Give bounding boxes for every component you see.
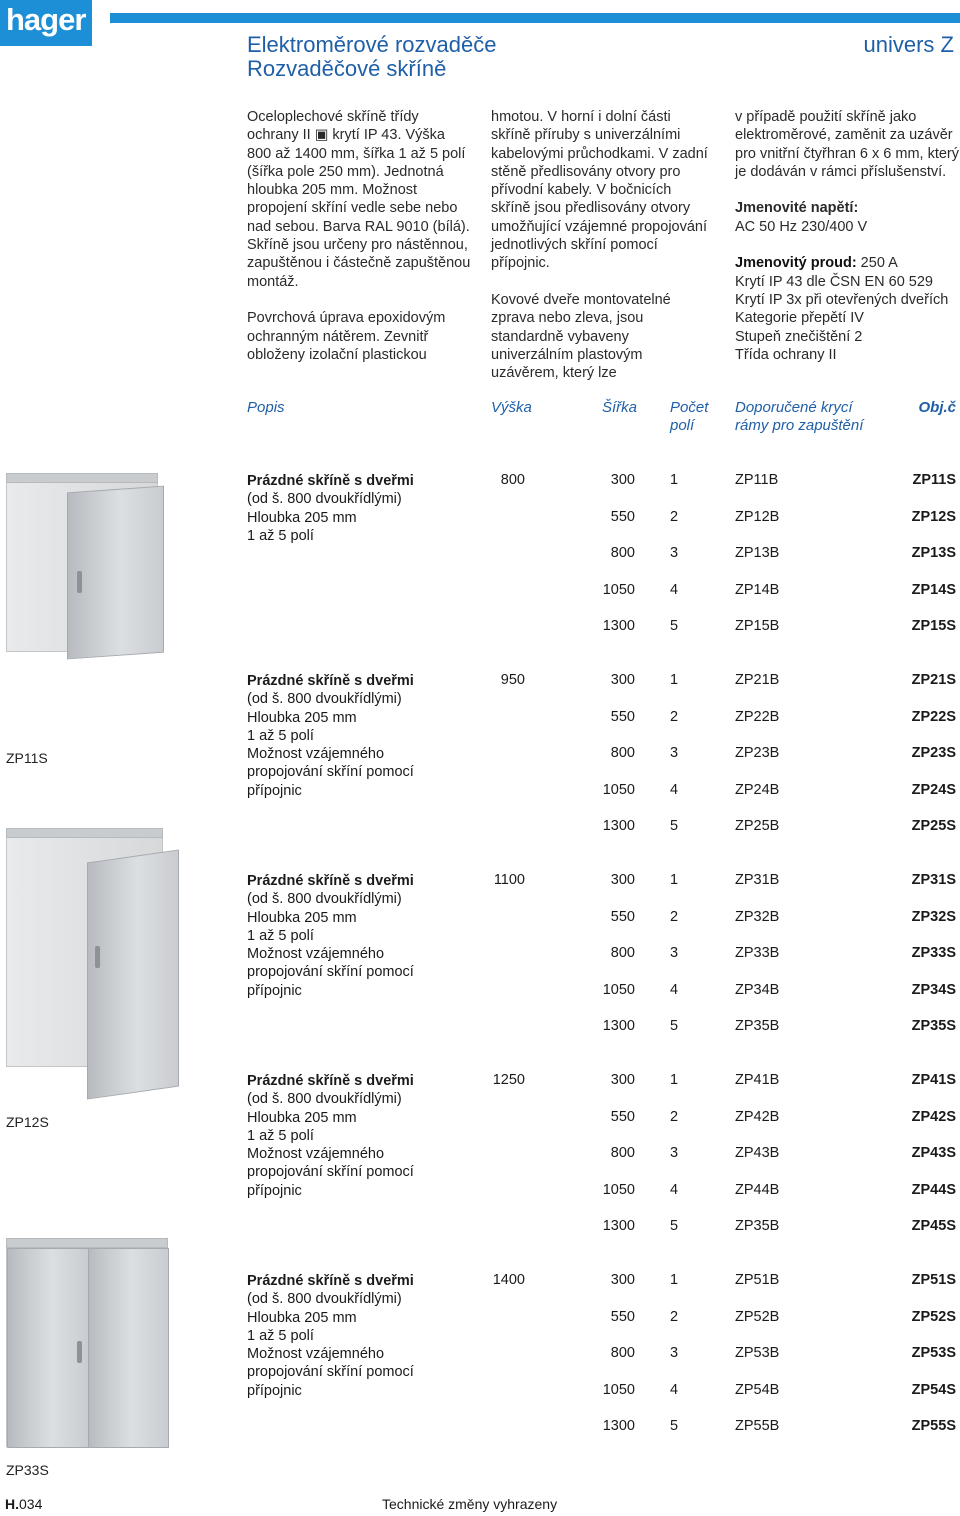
frame-code: ZP33B	[735, 945, 780, 961]
group-line: (od š. 800 dvoukřídlými)	[247, 1291, 402, 1308]
width-value: 300	[610, 872, 635, 888]
group-line: Hloubka 205 mm	[247, 1309, 357, 1326]
field-count: 4	[670, 981, 679, 998]
footer-note: Technické změny vyhrazeny	[382, 1496, 558, 1512]
field-count: 2	[670, 1308, 679, 1325]
field-count: 1	[670, 1072, 679, 1088]
group-line: přípojnic	[247, 1182, 302, 1199]
order-number: ZP14S	[911, 581, 956, 598]
field-count: 4	[670, 1381, 679, 1398]
frame-code: ZP51B	[735, 1272, 780, 1288]
field-count: 5	[670, 818, 679, 834]
order-number: ZP13S	[911, 545, 956, 561]
intro-paragraph: Kovové dveře montovatelné zprava nebo zleva, jsou standardně vybaveny univerzálním plastovým uzávěrem, který lze	[491, 291, 671, 382]
frame-code: ZP25B	[735, 818, 780, 834]
col-header-ramy: Doporučené krycí rámy pro zapuštění	[735, 399, 864, 434]
width-value: 550	[610, 908, 635, 925]
group-line: přípojnic	[247, 982, 302, 999]
frame-code: ZP15B	[735, 618, 780, 634]
field-count: 4	[670, 581, 679, 598]
field-count: 3	[670, 945, 679, 961]
hager-logo: hager	[0, 0, 92, 46]
group-line: Hloubka 205 mm	[247, 709, 357, 726]
intro-paragraph: hmotou. V horní i dolní části skříně příruby s univerzálními kabelovými průchodkami. V zadní stěně předlisovány otvory pro přívodní kabely. V bočnicích skříně jsou předlisovány otvory umožňující vzájemné propojování jednotlivých skříní pomocí přípojnic.	[491, 109, 708, 272]
spec-line: Krytí IP 3x při otevřených dveřích	[735, 291, 949, 308]
order-number: ZP15S	[911, 618, 956, 634]
group-line: propojování skříní pomocí	[247, 764, 414, 781]
height-value: 1250	[492, 1072, 525, 1088]
order-number: ZP31S	[911, 872, 956, 888]
order-number: ZP25S	[911, 818, 956, 834]
width-value: 1050	[602, 981, 635, 998]
group-title: Prázdné skříně s dveřmi	[247, 1273, 414, 1289]
width-value: 800	[610, 1145, 635, 1161]
field-count: 1	[670, 872, 679, 888]
field-count: 3	[670, 1145, 679, 1161]
col-header-sirka: Šířka	[602, 399, 638, 416]
order-number: ZP12S	[911, 508, 956, 525]
height-value: 950	[500, 672, 525, 688]
field-count: 1	[670, 1272, 679, 1288]
frame-code: ZP21B	[735, 672, 780, 688]
height-value: 1400	[492, 1272, 525, 1288]
width-value: 1300	[602, 618, 635, 634]
width-value: 300	[610, 1272, 635, 1288]
width-value: 300	[610, 472, 635, 488]
width-value: 1300	[602, 1218, 635, 1234]
group-line: propojování skříní pomocí	[247, 1364, 414, 1381]
group-description	[247, 1272, 482, 1400]
frame-code: ZP13B	[735, 545, 780, 561]
intro-paragraph: Povrchová úprava epoxidovým ochranným nátěrem. Zevnitř obloženy izolační plastickou	[247, 310, 446, 363]
cabinet-image-3	[6, 1245, 168, 1447]
group-title: Prázdné skříně s dveřmi	[247, 873, 414, 889]
width-value: 550	[610, 508, 635, 525]
group-line: Hloubka 205 mm	[247, 909, 357, 926]
frame-code: ZP22B	[735, 708, 780, 725]
field-count: 2	[670, 708, 679, 725]
order-number: ZP22S	[911, 708, 956, 725]
order-number: ZP45S	[911, 1218, 956, 1234]
spec-line: Stupeň znečištění 2	[735, 328, 863, 345]
series-name: univers Z	[863, 32, 954, 57]
field-count: 5	[670, 618, 679, 634]
field-count: 2	[670, 508, 679, 525]
header-bar	[110, 13, 960, 23]
order-number: ZP11S	[912, 472, 956, 488]
image-caption: ZP11S	[6, 750, 48, 766]
intro-paragraph: v případě použití skříně jako elektroměrové, zaměnit za uzávěr pro vnitřní čtyřhran 6 x 6 mm, který je dodáván v rámci příslušenství.	[735, 109, 960, 180]
order-number: ZP53S	[911, 1345, 956, 1361]
frame-code: ZP31B	[735, 872, 780, 888]
frame-code: ZP35B	[735, 1018, 780, 1034]
field-count: 4	[670, 1181, 679, 1198]
spec-line: Kategorie přepětí IV	[735, 310, 864, 327]
group-line: 1 až 5 polí	[247, 527, 314, 544]
door-handle	[77, 1341, 82, 1363]
spec-line: Třída ochrany II	[735, 346, 837, 363]
order-number: ZP21S	[911, 672, 956, 688]
width-value: 1300	[602, 1418, 635, 1434]
group-line: (od š. 800 dvoukřídlými)	[247, 491, 402, 508]
width-value: 1050	[602, 1381, 635, 1398]
order-number: ZP54S	[911, 1381, 956, 1398]
width-value: 1050	[602, 1181, 635, 1198]
group-description	[247, 872, 482, 1000]
group-line: propojování skříní pomocí	[247, 1164, 414, 1181]
col-header-vyska: Výška	[491, 399, 532, 416]
image-caption: ZP12S	[6, 1114, 49, 1130]
group-line: Hloubka 205 mm	[247, 509, 357, 526]
field-count: 3	[670, 1345, 679, 1361]
image-caption: ZP33S	[6, 1462, 49, 1478]
intro-paragraph: Oceloplechové skříně třídy ochrany II ▣ krytí IP 43. Výška 800 až 1400 mm, šířka 1 až 5 polí (šířka pole 250 mm). Jednotná hloubka 205 mm. Možnost propojení skříní vedle sebe nebo nad sebou. Barva RAL 9010 (bílá). Skříně jsou určeny pro nástěnnou, zapuštěnou i částečně zapuštěnou montáž.	[247, 109, 471, 290]
group-line: (od š. 800 dvoukřídlými)	[247, 691, 402, 708]
order-number: ZP34S	[911, 981, 956, 998]
order-number: ZP41S	[911, 1072, 956, 1088]
field-count: 5	[670, 1418, 679, 1434]
order-number: ZP44S	[911, 1181, 956, 1198]
page-number: H.034	[5, 1496, 43, 1512]
field-count: 1	[670, 672, 679, 688]
frame-code: ZP12B	[735, 508, 780, 525]
col-header-obj: Obj.č	[918, 399, 956, 416]
group-line: 1 až 5 polí	[247, 927, 314, 944]
width-value: 800	[610, 1345, 635, 1361]
col-header-pocet: Počet polí	[670, 399, 709, 434]
frame-code: ZP11B	[735, 472, 779, 488]
current-label: Jmenovitý proud:	[735, 255, 857, 272]
cabinet-door	[87, 1248, 169, 1448]
spec-line: Krytí IP 43 dle ČSN EN 60 529	[735, 273, 934, 290]
page-subtitle: Rozvaděčové skříně	[247, 56, 447, 81]
order-number: ZP35S	[911, 1018, 956, 1034]
cabinet-image-2	[6, 835, 163, 1067]
group-description	[247, 672, 482, 800]
height-value: 800	[500, 472, 525, 488]
frame-code: ZP32B	[735, 908, 780, 925]
field-count: 3	[670, 745, 679, 761]
group-line: přípojnic	[247, 782, 302, 799]
width-value: 550	[610, 1108, 635, 1125]
field-count: 5	[670, 1018, 679, 1034]
col-header-popis: Popis	[247, 399, 285, 416]
field-count: 1	[670, 472, 679, 488]
width-value: 1300	[602, 818, 635, 834]
order-number: ZP43S	[911, 1145, 956, 1161]
width-value: 800	[610, 545, 635, 561]
width-value: 550	[610, 708, 635, 725]
intro-column-2	[491, 108, 713, 401]
frame-code: ZP54B	[735, 1381, 780, 1398]
frame-code: ZP24B	[735, 781, 780, 798]
order-number: ZP55S	[911, 1418, 956, 1434]
frame-code: ZP23B	[735, 745, 780, 761]
frame-code: ZP34B	[735, 981, 780, 998]
group-line: Možnost vzájemného	[247, 1146, 385, 1163]
group-line: Možnost vzájemného	[247, 1346, 385, 1363]
group-line: propojování skříní pomocí	[247, 964, 414, 981]
page-title: Elektroměrové rozvaděče	[247, 32, 497, 57]
field-count: 3	[670, 545, 679, 561]
current-value: 250 A	[856, 255, 898, 272]
frame-code: ZP43B	[735, 1145, 780, 1161]
group-line: přípojnic	[247, 1382, 302, 1399]
width-value: 1050	[602, 581, 635, 598]
field-count: 4	[670, 781, 679, 798]
frame-code: ZP52B	[735, 1308, 780, 1325]
order-number: ZP51S	[911, 1272, 956, 1288]
cabinet-top	[6, 473, 158, 483]
group-title: Prázdné skříně s dveřmi	[247, 473, 414, 489]
group-title: Prázdné skříně s dveřmi	[247, 1073, 414, 1089]
current-line	[735, 254, 959, 272]
group-description	[247, 472, 482, 545]
width-value: 1300	[602, 1018, 635, 1034]
intro-column-3	[735, 108, 959, 364]
width-value: 300	[610, 1072, 635, 1088]
cabinet-image-1	[6, 480, 158, 652]
frame-code: ZP41B	[735, 1072, 780, 1088]
group-title: Prázdné skříně s dveřmi	[247, 673, 414, 689]
frame-code: ZP55B	[735, 1418, 780, 1434]
frame-code: ZP44B	[735, 1181, 780, 1198]
order-number: ZP23S	[911, 745, 956, 761]
group-line: 1 až 5 polí	[247, 727, 314, 744]
voltage-value: AC 50 Hz 230/400 V	[735, 218, 868, 235]
width-value: 300	[610, 672, 635, 688]
order-number: ZP52S	[911, 1308, 956, 1325]
order-number: ZP24S	[911, 781, 956, 798]
frame-code: ZP35B	[735, 1218, 780, 1234]
height-value: 1100	[493, 872, 525, 888]
field-count: 5	[670, 1218, 679, 1234]
cabinet-door	[87, 850, 179, 1100]
cabinet-top	[6, 828, 163, 838]
group-line: (od š. 800 dvoukřídlými)	[247, 891, 402, 908]
width-value: 800	[610, 945, 635, 961]
cabinet-top	[6, 1238, 168, 1248]
width-value: 800	[610, 745, 635, 761]
frame-code: ZP53B	[735, 1345, 780, 1361]
frame-code: ZP42B	[735, 1108, 780, 1125]
order-number: ZP32S	[911, 908, 956, 925]
frame-code: ZP14B	[735, 581, 780, 598]
group-line: Hloubka 205 mm	[247, 1109, 357, 1126]
group-line: Možnost vzájemného	[247, 946, 385, 963]
field-count: 2	[670, 908, 679, 925]
order-number: ZP42S	[911, 1108, 956, 1125]
width-value: 1050	[602, 781, 635, 798]
order-number: ZP33S	[911, 945, 956, 961]
group-line: Možnost vzájemného	[247, 746, 385, 763]
group-line: 1 až 5 polí	[247, 1327, 314, 1344]
width-value: 550	[610, 1308, 635, 1325]
field-count: 2	[670, 1108, 679, 1125]
group-line: (od š. 800 dvoukřídlými)	[247, 1091, 402, 1108]
group-description	[247, 1072, 482, 1200]
door-handle	[77, 571, 82, 593]
voltage-label: Jmenovité napětí:	[735, 200, 859, 217]
door-handle	[95, 946, 100, 968]
group-line: 1 až 5 polí	[247, 1127, 314, 1144]
intro-column-1	[247, 108, 472, 382]
